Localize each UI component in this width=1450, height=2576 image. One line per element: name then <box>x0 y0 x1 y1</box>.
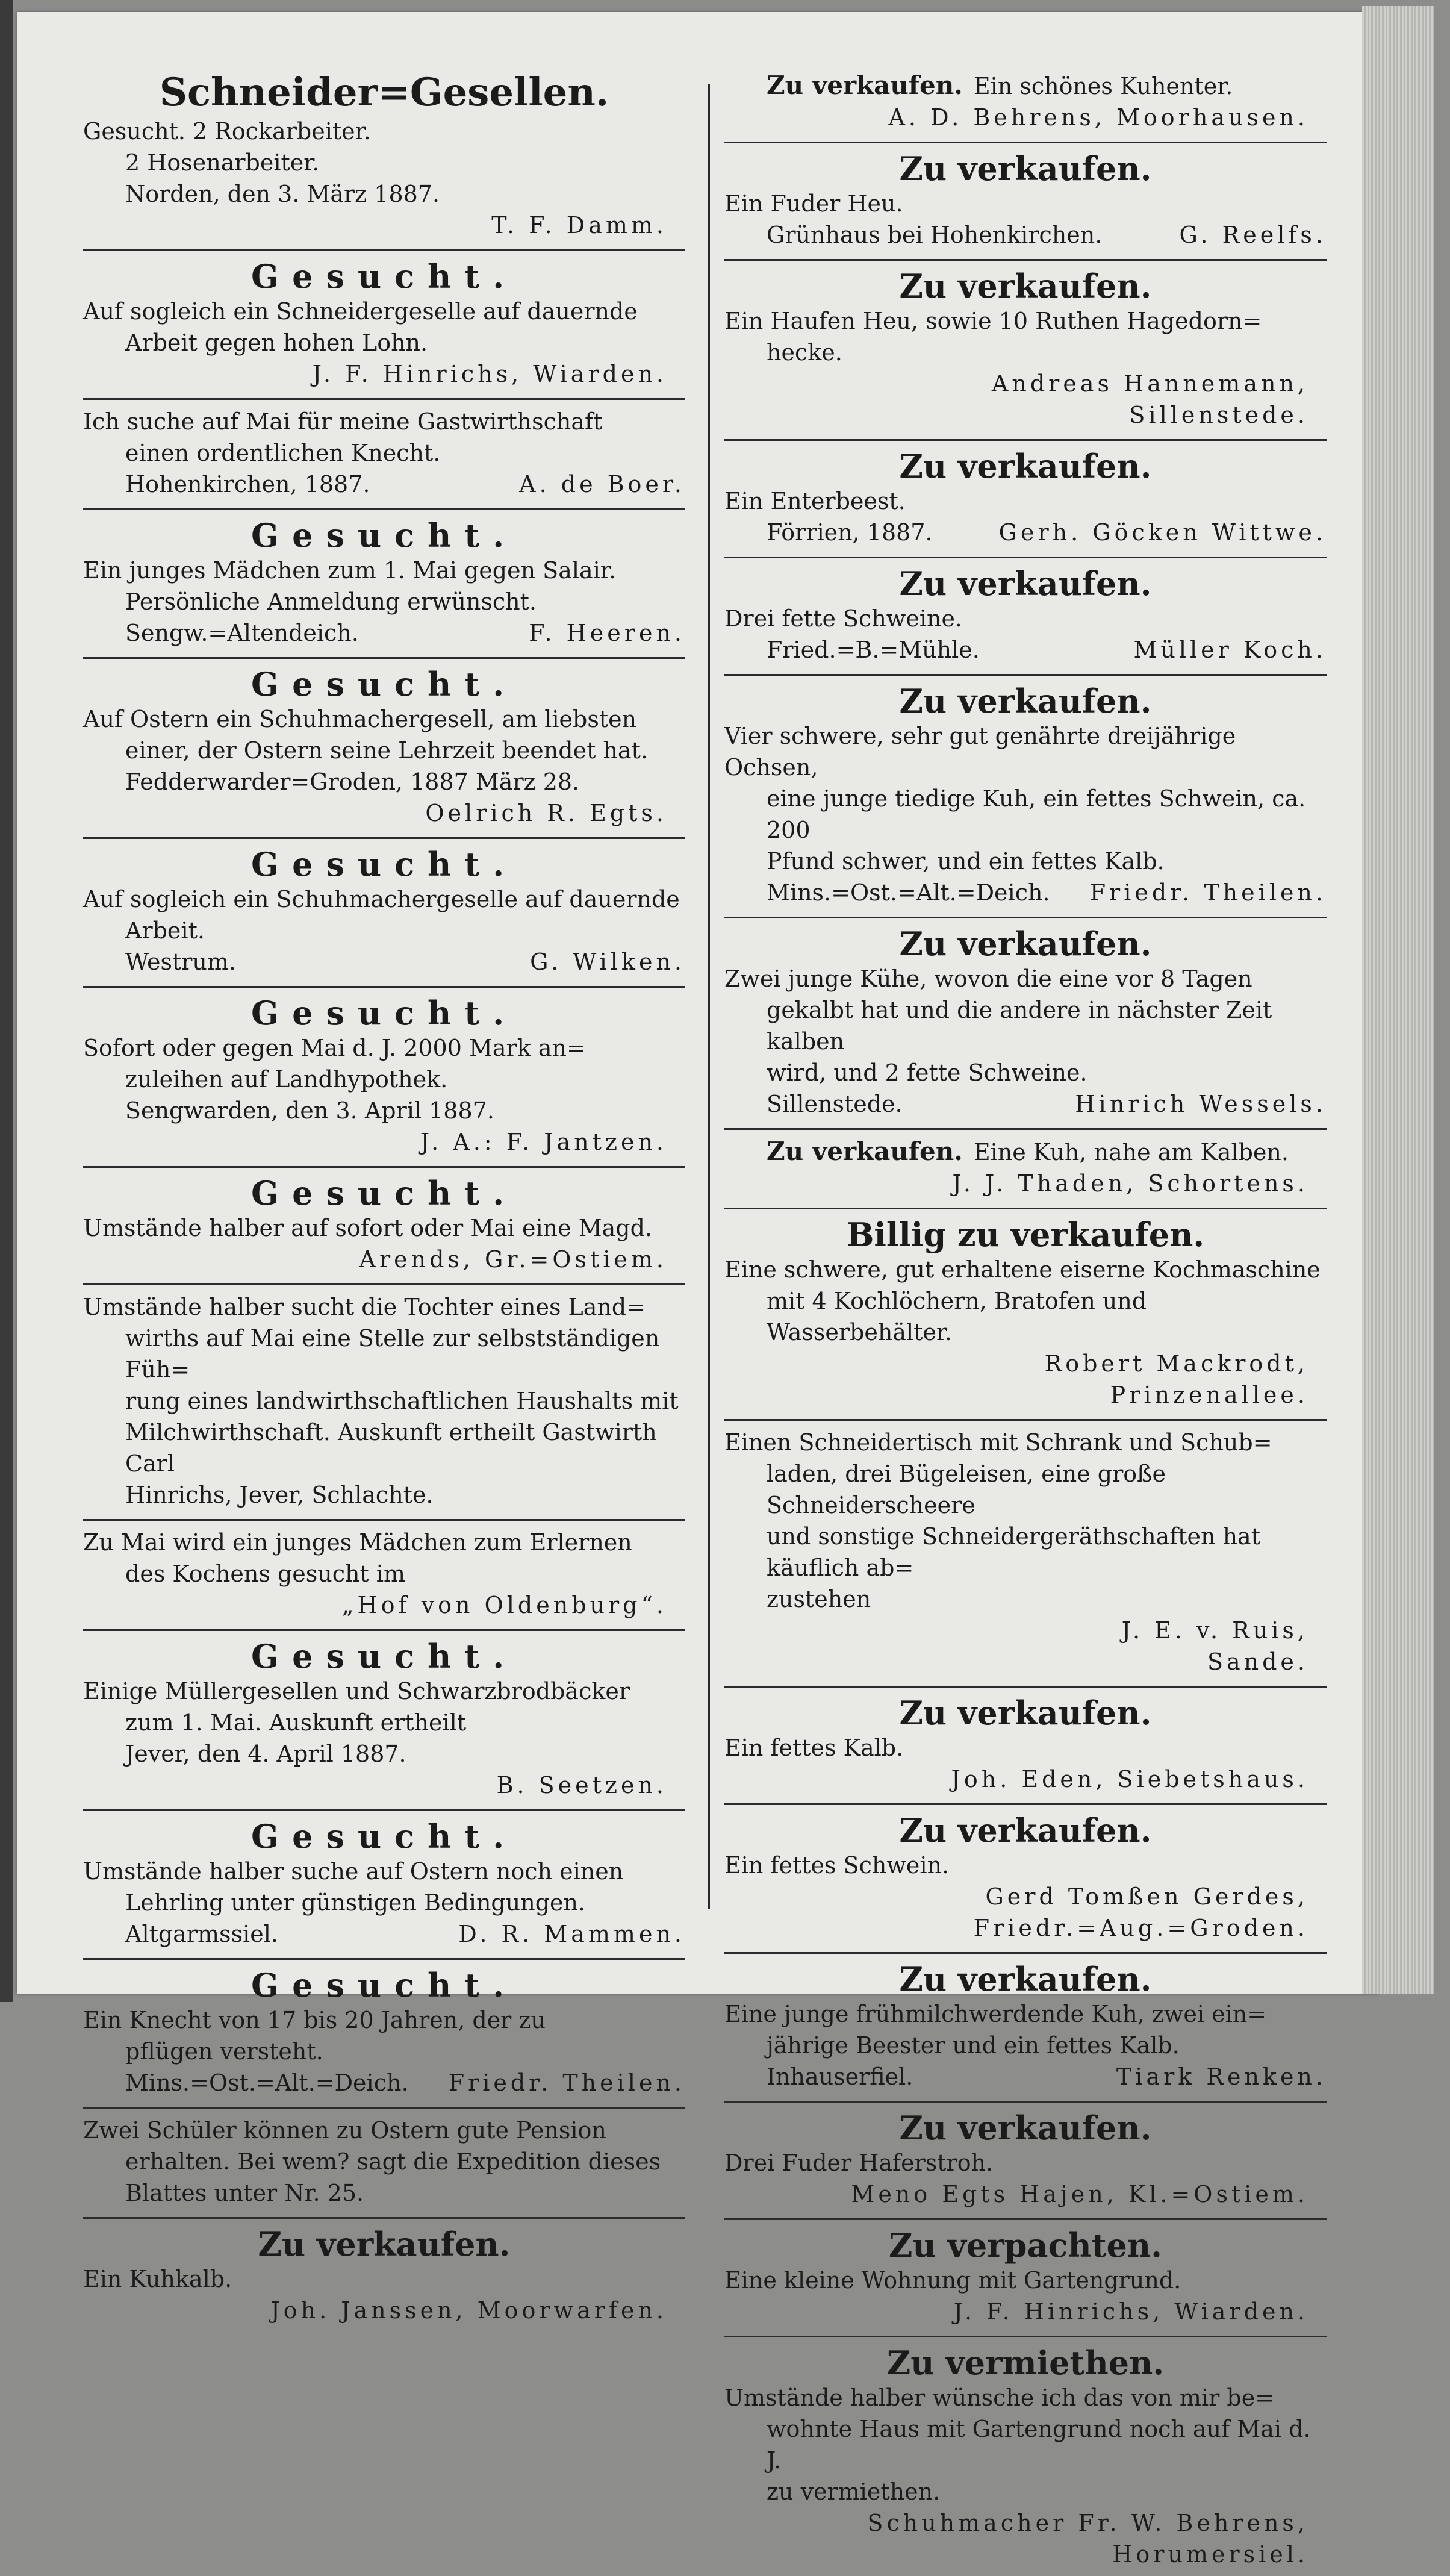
ad-signature: Gerd Tomßen Gerdes, <box>985 1883 1308 1910</box>
column-divider <box>708 84 710 1909</box>
ad-text-line: zum 1. Mai. Auskunft ertheilt <box>125 1709 467 1736</box>
ad-text-line: eine junge tiedige Kuh, ein fettes Schwein, ca. 200 <box>767 785 1306 843</box>
ad-title: Zu verkaufen. <box>899 1960 1152 1998</box>
ad-separator-rule <box>724 2101 1327 2103</box>
advertisement <box>83 1288 685 1517</box>
ad-text-line: laden, drei Bügeleisen, eine große Schneiderscheere <box>767 1461 1166 1518</box>
left-column <box>83 66 685 2324</box>
ad-signature: Schuhmacher Fr. W. Behrens, <box>867 2510 1308 2536</box>
ad-signature: F. Heeren. <box>529 620 685 646</box>
ad-text-line: einen ordentlichen Knecht. <box>125 440 441 466</box>
ad-signature: Friedr. Theilen. <box>1089 879 1327 906</box>
ad-text-line: Hinrichs, Jever, Schlachte. <box>125 1482 434 1508</box>
ad-signature-row <box>724 2296 1327 2327</box>
advertisement <box>724 561 1327 672</box>
ad-place: Hohenkirchen, 1887. <box>125 471 370 497</box>
ad-separator-rule <box>724 2218 1327 2220</box>
ad-text-line: Arbeit gegen hohen Lohn. <box>125 329 428 356</box>
ad-signature: J. A.: F. Jantzen. <box>420 1129 667 1155</box>
ad-body <box>724 603 1327 666</box>
ad-body <box>724 1427 1327 1677</box>
ad-title: Gesucht. <box>250 516 518 555</box>
ad-signature-location: Friedr.=Aug.=Groden. <box>973 1915 1308 1941</box>
ad-text-line: pflügen versteht. <box>125 2038 323 2065</box>
ad-signature-row <box>83 1126 685 1158</box>
ad-body <box>724 305 1327 431</box>
advertisement <box>83 1813 685 1956</box>
ad-separator-rule <box>724 1952 1327 1954</box>
ad-text-line: Auf sogleich ein Schneidergeselle auf dauernde <box>83 298 638 325</box>
ad-signature-location: Sillenstede. <box>1129 402 1308 428</box>
advertisement <box>724 1212 1327 1417</box>
ad-text-line: Sengwarden, den 3. April 1887. <box>125 1097 494 1124</box>
ad-signature: Robert Mackrodt, <box>1044 1350 1308 1377</box>
ad-body <box>724 720 1327 908</box>
ad-body <box>83 1212 685 1275</box>
ad-body <box>83 2115 685 2209</box>
ad-separator-rule <box>724 259 1327 261</box>
newspaper-page <box>17 12 1379 2568</box>
ad-signature-location: Horumersiel. <box>1112 2541 1308 2568</box>
advertisement <box>724 2340 1327 2576</box>
ad-signature-row <box>724 1881 1327 1912</box>
advertisement <box>724 1423 1327 1683</box>
ad-text-line: zu vermiethen. <box>767 2478 941 2505</box>
ad-signature: Müller Koch. <box>1133 637 1327 663</box>
ad-signature: Joh. Eden, Siebetshaus. <box>951 1766 1308 1792</box>
ad-body <box>83 1856 685 1950</box>
ad-signature: Oelrich R. Egts. <box>425 800 667 826</box>
ad-text-line: wirths auf Mai eine Stelle zur selbstständigen Füh= <box>125 1325 660 1383</box>
ad-place: Grünhaus bei Hohenkirchen. <box>767 222 1103 248</box>
advertisement <box>724 263 1327 437</box>
ad-text-line: Ein fettes Kalb. <box>724 1735 904 1761</box>
ad-place: Mins.=Ost.=Alt.=Deich. <box>767 879 1050 906</box>
ad-separator-rule <box>724 1128 1327 1130</box>
ad-signature: A. D. Behrens, Moorhausen. <box>888 104 1308 131</box>
ad-signature-location: Sande. <box>1207 1648 1308 1675</box>
ad-title: Gesucht. <box>250 1966 518 2004</box>
ad-place: Sengw.=Altendeich. <box>125 620 359 646</box>
ad-separator-rule <box>724 917 1327 918</box>
ad-signature-row <box>83 469 685 500</box>
ad-text-line: mit 4 Kochlöchern, Bratofen und Wasserbehälter. <box>767 1288 1147 1346</box>
ad-text-line: Arbeit. <box>125 917 205 944</box>
ad-signature-row <box>724 219 1327 251</box>
advertisement <box>83 513 685 655</box>
ad-signature: G. Wilken. <box>530 949 685 975</box>
ad-title: Zu verkaufen. <box>899 149 1152 188</box>
ad-separator-rule <box>83 837 685 839</box>
ad-text-line: Zwei junge Kühe, wovon die eine vor 8 Tagen <box>724 965 1252 992</box>
advertisement <box>724 443 1327 554</box>
ad-signature-row <box>83 2295 685 2326</box>
ad-separator-rule <box>724 1419 1327 1421</box>
ad-text: Eine Kuh, nahe am Kalben. <box>973 1139 1289 1165</box>
ad-text-line: Vier schwere, sehr gut genährte dreijährige Ochsen, <box>724 723 1236 781</box>
ad-signature-row <box>724 877 1327 908</box>
ad-signature-row <box>724 2178 1327 2210</box>
ad-signature: G. Reelfs. <box>1179 222 1327 248</box>
ad-text-line: jährige Beester und ein fettes Kalb. <box>767 2032 1180 2059</box>
ad-text-line: rung eines landwirthschaftlichen Haushalts mit <box>125 1388 679 1414</box>
ad-text-line: zustehen <box>767 1586 871 1612</box>
ad-separator-rule <box>724 142 1327 143</box>
ad-text-line: Umstände halber sucht die Tochter eines Land= <box>83 1294 646 1320</box>
ad-place: Altgarmssiel. <box>125 1921 278 1947</box>
ad-signature-row <box>724 368 1327 399</box>
ad-separator-rule <box>83 1519 685 1521</box>
advertisement <box>83 841 685 984</box>
ad-signature-row <box>83 1918 685 1950</box>
ad-signature-row <box>724 1348 1327 1379</box>
ad-title: Gesucht. <box>250 1637 518 1676</box>
ad-text-line: Ein Kuhkalb. <box>83 2266 232 2292</box>
ad-lead-heading: Zu verkaufen. <box>767 70 963 100</box>
ad-title: Gesucht. <box>250 257 518 296</box>
ad-text-line: Blattes unter Nr. 25. <box>125 2180 364 2206</box>
ad-text-line: Norden, den 3. März 1887. <box>125 181 440 207</box>
ad-signature: Friedr. Theilen. <box>448 2069 685 2096</box>
ad-place: Fried.=B.=Mühle. <box>767 637 980 663</box>
ad-text-line: hecke. <box>767 339 842 366</box>
ad-title: Zu verkaufen. <box>899 564 1152 603</box>
advertisement <box>83 1170 685 1281</box>
ad-text-line: Ein fettes Schwein. <box>724 1852 950 1879</box>
ad-body <box>83 406 685 500</box>
ad-separator-rule <box>83 1809 685 1811</box>
ad-title: Zu verkaufen. <box>899 267 1152 305</box>
ad-title: Zu verkaufen. <box>258 2225 511 2263</box>
ad-place: Sillenstede. <box>767 1091 903 1117</box>
ad-signature: Hinrich Wessels. <box>1075 1091 1327 1117</box>
ad-text-line: 2 Hosenarbeiter. <box>125 149 320 176</box>
ad-text-line <box>724 1136 1327 1168</box>
advertisement <box>724 1690 1327 1801</box>
ad-text-line: Auf Ostern ein Schuhmachergesell, am liebsten <box>83 706 637 732</box>
advertisement <box>724 1807 1327 1950</box>
ad-signature: J. J. Thaden, Schortens. <box>952 1170 1308 1197</box>
ad-title: Zu verkaufen. <box>899 1694 1152 1732</box>
ad-title: Zu verkaufen. <box>899 925 1152 963</box>
ad-signature: T. F. Damm. <box>491 212 667 239</box>
ad-signature: A. de Boer. <box>519 471 685 497</box>
ad-text-line: Umstände halber auf sofort oder Mai eine Magd. <box>83 1215 653 1241</box>
ad-separator-rule <box>724 1686 1327 1688</box>
ad-separator-rule <box>83 2107 685 2109</box>
ad-signature: Meno Egts Hajen, Kl.=Ostiem. <box>851 2181 1308 2207</box>
ad-separator-rule <box>83 2217 685 2219</box>
ad-text-line: einer, der Ostern seine Lehrzeit beendet hat. <box>125 737 648 764</box>
ad-signature: J. F. Hinrichs, Wiarden. <box>312 361 667 387</box>
ad-text-line: Drei Fuder Haferstroh. <box>724 2150 994 2176</box>
ad-text-line: Zwei Schüler können zu Ostern gute Pension <box>83 2117 606 2144</box>
advertisement <box>83 2111 685 2215</box>
ad-text-line: wird, und 2 fette Schweine. <box>767 1059 1088 1086</box>
ad-signature-row <box>724 1379 1327 1411</box>
ad-place: Förrien, 1887. <box>767 519 933 546</box>
advertisement <box>83 990 685 1164</box>
ad-body <box>724 2147 1327 2210</box>
ad-text-line: erhalten. Bei wem? sagt die Expedition dieses <box>125 2148 661 2175</box>
ad-body <box>83 1527 685 1621</box>
right-column <box>724 66 1327 2568</box>
advertisement <box>83 254 685 396</box>
ad-signature: J. E. v. Ruis, <box>1121 1617 1308 1644</box>
ad-body <box>83 1032 685 1158</box>
ad-signature-row <box>724 399 1327 431</box>
ad-text-line: Eine junge frühmilchwerdende Kuh, zwei ein= <box>724 2001 1267 2027</box>
ad-title: Zu verpachten. <box>889 2226 1162 2265</box>
ad-signature-row <box>83 358 685 390</box>
ad-signature-row <box>724 1088 1327 1120</box>
ad-body <box>83 555 685 649</box>
advertisement <box>724 1132 1327 1205</box>
ad-body <box>724 1850 1327 1944</box>
ad-title: Gesucht. <box>250 845 518 884</box>
ad-body <box>724 2265 1327 2327</box>
ad-text-line: Zu Mai wird ein junges Mädchen zum Erlernen <box>83 1529 632 1556</box>
ad-lead-heading: Zu verkaufen. <box>767 1137 963 1166</box>
ad-text-line: und sonstige Schneidergeräthschaften hat käuflich ab= <box>767 1523 1260 1581</box>
ad-separator-rule <box>83 1166 685 1168</box>
ad-text-line: Jever, den 4. April 1887. <box>125 1741 406 1767</box>
ad-title: Gesucht. <box>250 665 518 703</box>
ad-signature: J. F. Hinrichs, Wiarden. <box>953 2298 1308 2325</box>
ad-title: Schneider=Gesellen. <box>159 70 609 115</box>
ad-signature: Andreas Hannemann, <box>991 370 1308 397</box>
ad-signature-row <box>83 1244 685 1275</box>
ad-text-line: Umstände halber wünsche ich das von mir be= <box>724 2384 1275 2411</box>
ad-text-line: Sofort oder gegen Mai d. J. 2000 Mark an= <box>83 1035 586 1061</box>
ad-signature-row <box>83 210 685 241</box>
ad-signature-row <box>724 2061 1327 2092</box>
ad-signature-row <box>724 2507 1327 2539</box>
ad-separator-rule <box>83 1958 685 1960</box>
ad-place: Inhauserfiel. <box>767 2063 913 2090</box>
ad-text-line: des Kochens gesucht im <box>125 1561 406 1587</box>
ad-signature: Tiark Renken. <box>1116 2063 1327 2090</box>
ad-signature-location: Prinzenallee. <box>1110 1382 1308 1408</box>
advertisement <box>83 661 685 835</box>
ad-text-line: Drei fette Schweine. <box>724 605 963 632</box>
ad-body <box>83 1291 685 1511</box>
ad-body <box>724 70 1327 133</box>
advertisement <box>83 1962 685 2104</box>
ad-signature-row <box>724 1912 1327 1944</box>
ad-title: Gesucht. <box>250 1817 518 1856</box>
ad-signature: Gerh. Göcken Wittwe. <box>998 519 1327 546</box>
ad-body <box>724 1998 1327 2092</box>
ad-body <box>724 1136 1327 1199</box>
ad-body <box>724 188 1327 251</box>
ad-text-line: zuleihen auf Landhypothek. <box>125 1066 448 1093</box>
ad-body <box>724 2382 1327 2570</box>
advertisement <box>83 2221 685 2332</box>
ad-text-line: Ich suche auf Mai für meine Gastwirthschaft <box>83 408 603 435</box>
ad-text-line: Ein Enterbeest. <box>724 488 906 514</box>
ad-separator-rule <box>724 2336 1327 2337</box>
ad-text-line <box>724 70 1327 102</box>
ad-signature-row <box>724 1615 1327 1646</box>
ad-signature-row <box>724 1646 1327 1677</box>
ad-body <box>83 1676 685 1801</box>
ad-body <box>724 485 1327 548</box>
advertisement <box>83 1523 685 1627</box>
ad-signature: Arends, Gr.=Ostiem. <box>359 1246 667 1273</box>
advertisement <box>83 1633 685 1807</box>
ad-body <box>83 703 685 829</box>
ad-signature: „Hof von Oldenburg“. <box>341 1592 667 1618</box>
ad-signature-row <box>83 617 685 649</box>
ad-title: Billig zu verkaufen. <box>846 1215 1205 1254</box>
ad-title: Gesucht. <box>250 1174 518 1212</box>
ad-separator-rule <box>83 657 685 659</box>
page-stack-edge <box>1362 6 1434 1994</box>
advertisement <box>83 402 685 506</box>
ad-separator-rule <box>724 557 1327 558</box>
ad-body <box>724 963 1327 1120</box>
ad-signature-row <box>724 102 1327 133</box>
ad-separator-rule <box>724 1803 1327 1805</box>
ad-body <box>83 2263 685 2326</box>
ad-separator-rule <box>83 249 685 251</box>
ad-signature-row <box>83 1589 685 1621</box>
ad-signature-row <box>724 1168 1327 1199</box>
ad-separator-rule <box>724 1208 1327 1209</box>
ad-body <box>83 2004 685 2098</box>
scan-left-edge <box>0 0 13 2002</box>
ad-signature-row <box>724 1764 1327 1795</box>
ad-text-line: Milchwirthschaft. Auskunft ertheilt Gastwirth Carl <box>125 1419 657 1477</box>
advertisement <box>724 66 1327 139</box>
ad-separator-rule <box>724 674 1327 676</box>
ad-text-line: Lehrling unter günstigen Bedingungen. <box>125 1889 586 1916</box>
ad-body <box>724 1732 1327 1795</box>
ad-body <box>83 116 685 241</box>
ad-title: Zu vermiethen. <box>886 2344 1165 2382</box>
ad-body <box>724 1254 1327 1411</box>
ad-text-line: gekalbt hat und die andere in nächster Zeit kalben <box>767 997 1272 1055</box>
ad-text-line: Persönliche Anmeldung erwünscht. <box>125 588 537 615</box>
ad-signature: B. Seetzen. <box>496 1772 667 1798</box>
ad-separator-rule <box>83 508 685 510</box>
advertisement <box>724 2105 1327 2216</box>
ad-body <box>83 884 685 978</box>
ad-place: Westrum. <box>125 949 236 975</box>
advertisement <box>724 678 1327 914</box>
advertisement <box>724 921 1327 1126</box>
advertisement <box>83 66 685 247</box>
ad-separator-rule <box>724 439 1327 441</box>
ad-separator-rule <box>83 1283 685 1285</box>
ad-signature: D. R. Mammen. <box>458 1921 685 1947</box>
ad-text-line: Gesucht. 2 Rockarbeiter. <box>83 118 371 145</box>
ad-signature-row <box>83 1770 685 1801</box>
ad-text: Ein schönes Kuhenter. <box>973 73 1233 99</box>
ad-title: Zu verkaufen. <box>899 2109 1152 2147</box>
ad-signature-row <box>83 797 685 829</box>
ad-separator-rule <box>83 398 685 400</box>
ad-signature-row <box>83 2067 685 2098</box>
ad-title: Zu verkaufen. <box>899 1811 1152 1850</box>
ad-place: Mins.=Ost.=Alt.=Deich. <box>125 2069 409 2096</box>
ad-signature: Joh. Janssen, Moorwarfen. <box>270 2297 667 2324</box>
ad-separator-rule <box>83 986 685 988</box>
ad-title: Gesucht. <box>250 994 518 1032</box>
ad-text-line: Umstände halber suche auf Ostern noch einen <box>83 1858 624 1885</box>
ad-text-line: Einige Müllergesellen und Schwarzbrodbäcker <box>83 1678 630 1704</box>
ad-text-line: Einen Schneidertisch mit Schrank und Schub= <box>724 1429 1272 1456</box>
ad-text-line: Ein Haufen Heu, sowie 10 Ruthen Hagedorn= <box>724 308 1262 334</box>
ad-text-line: Ein junges Mädchen zum 1. Mai gegen Salair. <box>83 557 616 584</box>
ad-text-line: Eine schwere, gut erhaltene eiserne Kochmaschine <box>724 1256 1321 1283</box>
ad-signature-row <box>724 517 1327 548</box>
advertisement <box>724 2222 1327 2333</box>
ad-body <box>83 296 685 390</box>
ad-signature-row <box>724 634 1327 666</box>
ad-text-line: wohnte Haus mit Gartengrund noch auf Mai d. J. <box>767 2416 1311 2474</box>
ad-signature-row <box>724 2539 1327 2570</box>
advertisement <box>724 1956 1327 2098</box>
ad-text-line: Ein Knecht von 17 bis 20 Jahren, der zu <box>83 2007 546 2033</box>
ad-signature-row <box>83 946 685 978</box>
ad-text-line: Auf sogleich ein Schuhmachergeselle auf dauernde <box>83 886 680 912</box>
ad-text-line: Ein Fuder Heu. <box>724 190 903 217</box>
advertisement <box>724 146 1327 257</box>
ad-separator-rule <box>83 1629 685 1631</box>
ad-text-line: Fedderwarder=Groden, 1887 März 28. <box>125 769 580 795</box>
ad-title: Zu verkaufen. <box>899 447 1152 485</box>
ad-title: Zu verkaufen. <box>899 682 1152 720</box>
ad-text-line: Pfund schwer, und ein fettes Kalb. <box>767 848 1165 875</box>
ad-text-line: Eine kleine Wohnung mit Gartengrund. <box>724 2267 1181 2294</box>
